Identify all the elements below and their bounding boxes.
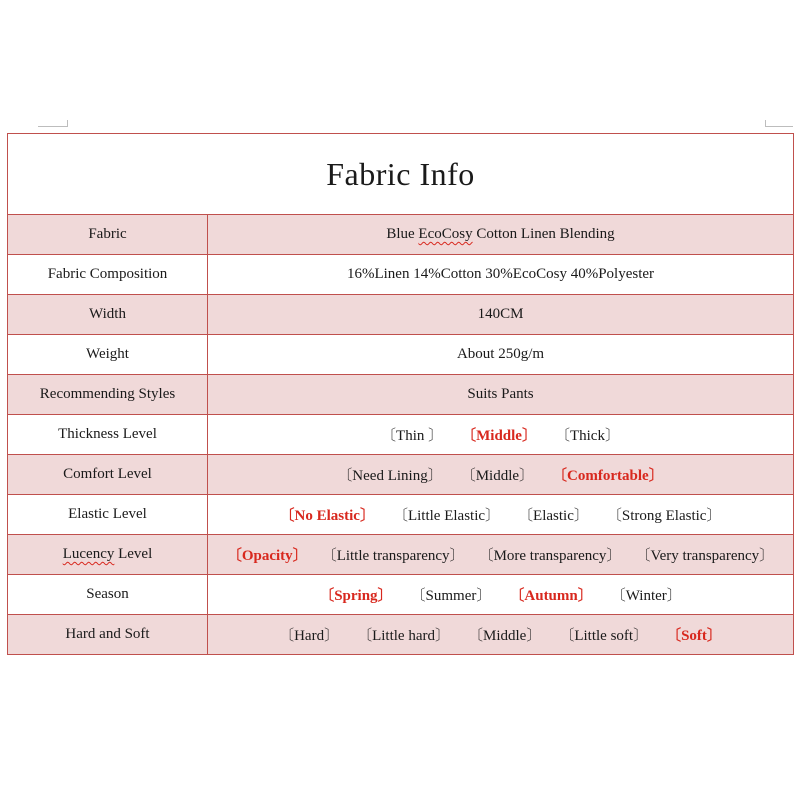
option-thick: 〔Thick〕 (554, 428, 620, 444)
row-value (208, 575, 794, 615)
row-label: Fabric Composition (8, 255, 208, 295)
option-thin: 〔Thin 〕 (381, 428, 444, 444)
row-value: Suits Pants (208, 375, 794, 415)
table-row-width (8, 295, 794, 335)
table-row-elastic (8, 495, 794, 535)
option-autumn-selected: 〔Autumn〕 (509, 588, 593, 604)
option-hard: 〔Hard〕 (279, 628, 340, 644)
row-value: 16%Linen 14%Cotton 30%EcoCosy 40%Polyester (208, 255, 794, 295)
option-no-elastic-selected: 〔No Elastic〕 (279, 508, 375, 524)
option-spring-selected: 〔Spring〕 (319, 588, 393, 604)
table-title: Fabric Info (8, 134, 794, 215)
option-middle: 〔Middle〕 (467, 628, 542, 644)
option-middle-selected: 〔Middle〕 (461, 428, 537, 444)
row-label: Fabric (8, 215, 208, 255)
table-row-weight (8, 335, 794, 375)
value-text: Blue EcoCosy Cotton Linen Blending (386, 226, 615, 242)
option-little-elastic: 〔Little Elastic〕 (392, 508, 501, 524)
row-label: Width (8, 295, 208, 335)
table-row-lucency (8, 535, 794, 575)
table-row-fabric (8, 215, 794, 255)
option-strong-elastic: 〔Strong Elastic〕 (606, 508, 722, 524)
row-value (208, 535, 794, 575)
option-comfortable-selected: 〔Comfortable〕 (552, 468, 664, 484)
row-label: Hard and Soft (8, 615, 208, 655)
row-value (208, 615, 794, 655)
row-label: Thickness Level (8, 415, 208, 455)
option-elastic: 〔Elastic〕 (518, 508, 589, 524)
option-summer: 〔Summer〕 (410, 588, 492, 604)
option-winter: 〔Winter〕 (610, 588, 682, 604)
table-row-composition (8, 255, 794, 295)
row-value (208, 495, 794, 535)
option-very-transparency: 〔Very transparency〕 (635, 548, 775, 564)
row-label: Comfort Level (8, 455, 208, 495)
page-corner-tick-left (67, 120, 68, 126)
table-row-comfort (8, 455, 794, 495)
row-label: Elastic Level (8, 495, 208, 535)
row-value: About 250g/m (208, 335, 794, 375)
option-middle: 〔Middle〕 (460, 468, 535, 484)
table-row-thickness (8, 415, 794, 455)
option-little-soft: 〔Little soft〕 (559, 628, 649, 644)
table-row-hardness (8, 615, 794, 655)
row-label: Weight (8, 335, 208, 375)
option-opacity-selected: 〔Opacity〕 (226, 548, 308, 564)
page-corner-tick-right (765, 120, 766, 126)
page-corner-mark-right (765, 126, 793, 127)
option-little-transparency: 〔Little transparency〕 (321, 548, 465, 564)
row-label: Recommending Styles (8, 375, 208, 415)
row-value: 140CM (208, 295, 794, 335)
table-row-season (8, 575, 794, 615)
row-label: Season (8, 575, 208, 615)
row-value (208, 215, 794, 255)
row-value (208, 415, 794, 455)
option-need-lining: 〔Need Lining〕 (337, 468, 443, 484)
option-more-transparency: 〔More transparency〕 (478, 548, 622, 564)
page-corner-mark-left (38, 126, 68, 127)
row-value (208, 455, 794, 495)
table-row-styles (8, 375, 794, 415)
option-little-hard: 〔Little hard〕 (357, 628, 450, 644)
row-label: Lucency Level (8, 535, 208, 575)
option-soft-selected: 〔Soft〕 (666, 628, 722, 644)
fabric-info-table (7, 133, 794, 655)
title-row (8, 134, 794, 215)
